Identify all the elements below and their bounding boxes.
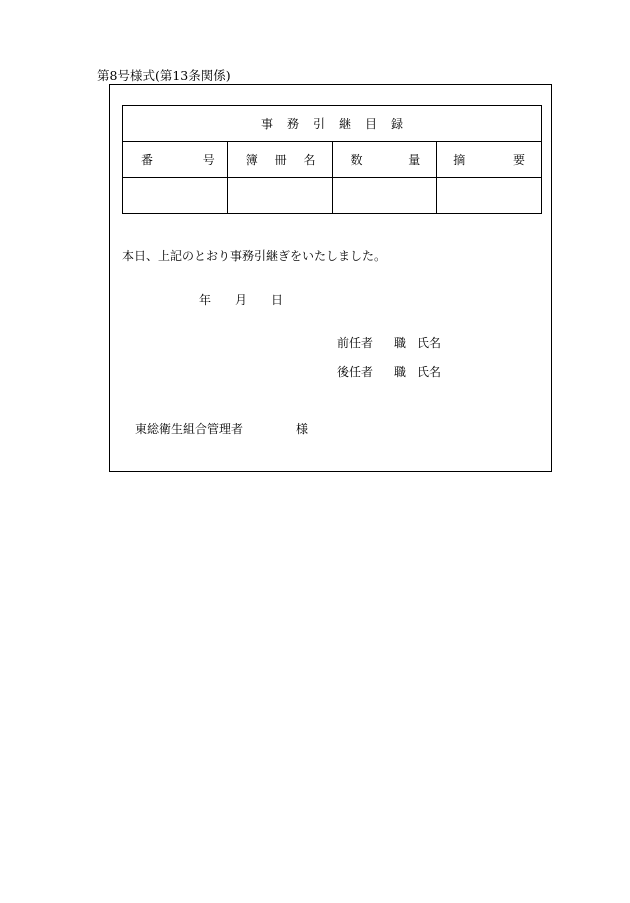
successor-name-label: 氏名	[417, 365, 442, 379]
form-number-label: 第8号様式(第13条関係)	[97, 68, 231, 83]
predecessor-line	[337, 334, 441, 351]
cell-quantity[interactable]	[332, 178, 437, 214]
successor-line	[337, 363, 441, 380]
handover-inventory-table	[122, 105, 542, 214]
addressee-organization: 東総衛生組合管理者	[135, 422, 244, 436]
header-quantity: 数 量	[332, 142, 437, 178]
title-char: 目	[365, 117, 378, 131]
addressee-line	[135, 420, 308, 437]
handover-statement: 本日、上記のとおり事務引継ぎをいたしました。	[122, 249, 387, 263]
predecessor-role: 前任者	[337, 336, 374, 350]
day-label: 日	[271, 293, 284, 307]
successor-position-label: 職	[394, 365, 407, 379]
table-title-row	[123, 106, 542, 142]
successor-role: 後任者	[337, 365, 374, 379]
header-ledger-name: 簿 冊 名	[227, 142, 332, 178]
table-row	[123, 178, 542, 214]
addressee-honorific: 様	[296, 422, 309, 436]
cell-remarks[interactable]	[437, 178, 542, 214]
date-line	[199, 291, 283, 308]
cell-ledger-name[interactable]	[227, 178, 332, 214]
year-label: 年	[199, 293, 212, 307]
header-remarks: 摘 要	[437, 142, 542, 178]
month-label: 月	[235, 293, 248, 307]
title-char: 継	[339, 117, 352, 131]
title-char: 事	[260, 117, 273, 131]
cell-number[interactable]	[123, 178, 228, 214]
table-title	[123, 106, 542, 142]
title-char: 録	[391, 117, 404, 131]
header-number: 番 号	[123, 142, 228, 178]
predecessor-position-label: 職	[394, 336, 407, 350]
title-char: 引	[312, 117, 325, 131]
predecessor-name-label: 氏名	[417, 336, 442, 350]
table-header-row	[123, 142, 542, 178]
form-frame	[109, 84, 552, 472]
title-char: 務	[286, 117, 299, 131]
